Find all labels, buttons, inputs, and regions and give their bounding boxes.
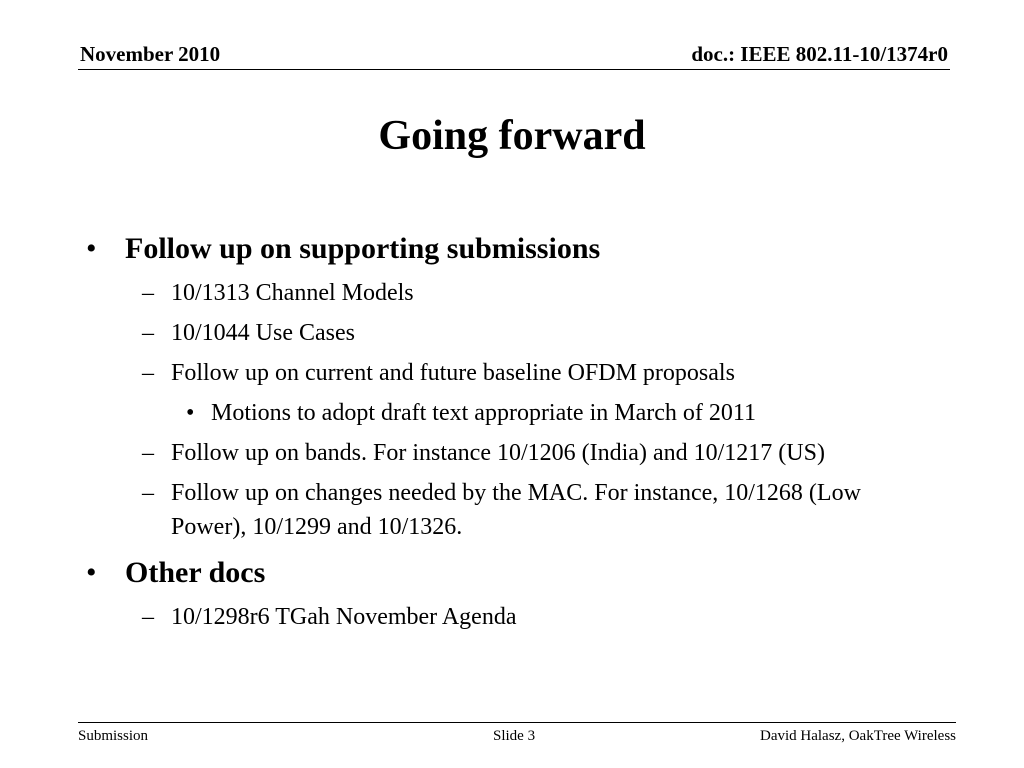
header-divider	[78, 69, 950, 70]
slide-number: Slide 3	[493, 728, 536, 744]
dash-icon: –	[142, 360, 154, 386]
bullet-icon: •	[186, 400, 195, 426]
sub-bullet-item	[80, 276, 940, 310]
slide-body	[80, 226, 940, 640]
footer-divider	[78, 722, 956, 723]
sub-sub-bullet-text: Motions to adopt draft text appropriate in March of 2011	[211, 400, 756, 426]
bullet-item	[80, 550, 940, 596]
slide-title: Going forward	[378, 113, 646, 159]
sub-bullet-text: 10/1298r6 TGah November Agenda	[171, 604, 517, 630]
sub-bullet-item	[80, 476, 940, 544]
sub-sub-bullet-item	[80, 396, 940, 430]
bullet-icon: •	[86, 556, 97, 589]
footer-author: David Halasz, OakTree Wireless	[759, 728, 956, 744]
sub-bullet-text: Follow up on bands. For instance 10/1206 (India) and 10/1217 (US)	[171, 440, 825, 466]
sub-bullet-item	[80, 356, 940, 390]
bullet-text: Follow up on supporting submissions	[125, 232, 601, 265]
sub-bullet-text: 10/1313 Channel Models	[171, 280, 414, 306]
sub-bullet-item	[80, 316, 940, 350]
header-date: November 2010	[80, 42, 221, 66]
dash-icon: –	[142, 480, 154, 506]
bullet-item	[80, 226, 940, 272]
sub-bullet-text: Follow up on changes needed by the MAC. For instance, 10/1268 (Low Power), 10/1299 and 10/1326.	[171, 480, 861, 540]
bullet-icon: •	[86, 232, 97, 265]
sub-bullet-text: 10/1044 Use Cases	[171, 320, 355, 346]
bullet-text: Other docs	[125, 556, 266, 589]
dash-icon: –	[142, 280, 154, 306]
dash-icon: –	[142, 604, 154, 630]
header-doc-id: doc.: IEEE 802.11-10/1374r0	[691, 42, 948, 66]
sub-bullet-item	[80, 436, 940, 470]
dash-icon: –	[142, 320, 154, 346]
dash-icon: –	[142, 440, 154, 466]
footer-submission: Submission	[78, 728, 149, 744]
sub-bullet-text: Follow up on current and future baseline OFDM proposals	[171, 360, 735, 386]
sub-bullet-item	[80, 600, 940, 634]
